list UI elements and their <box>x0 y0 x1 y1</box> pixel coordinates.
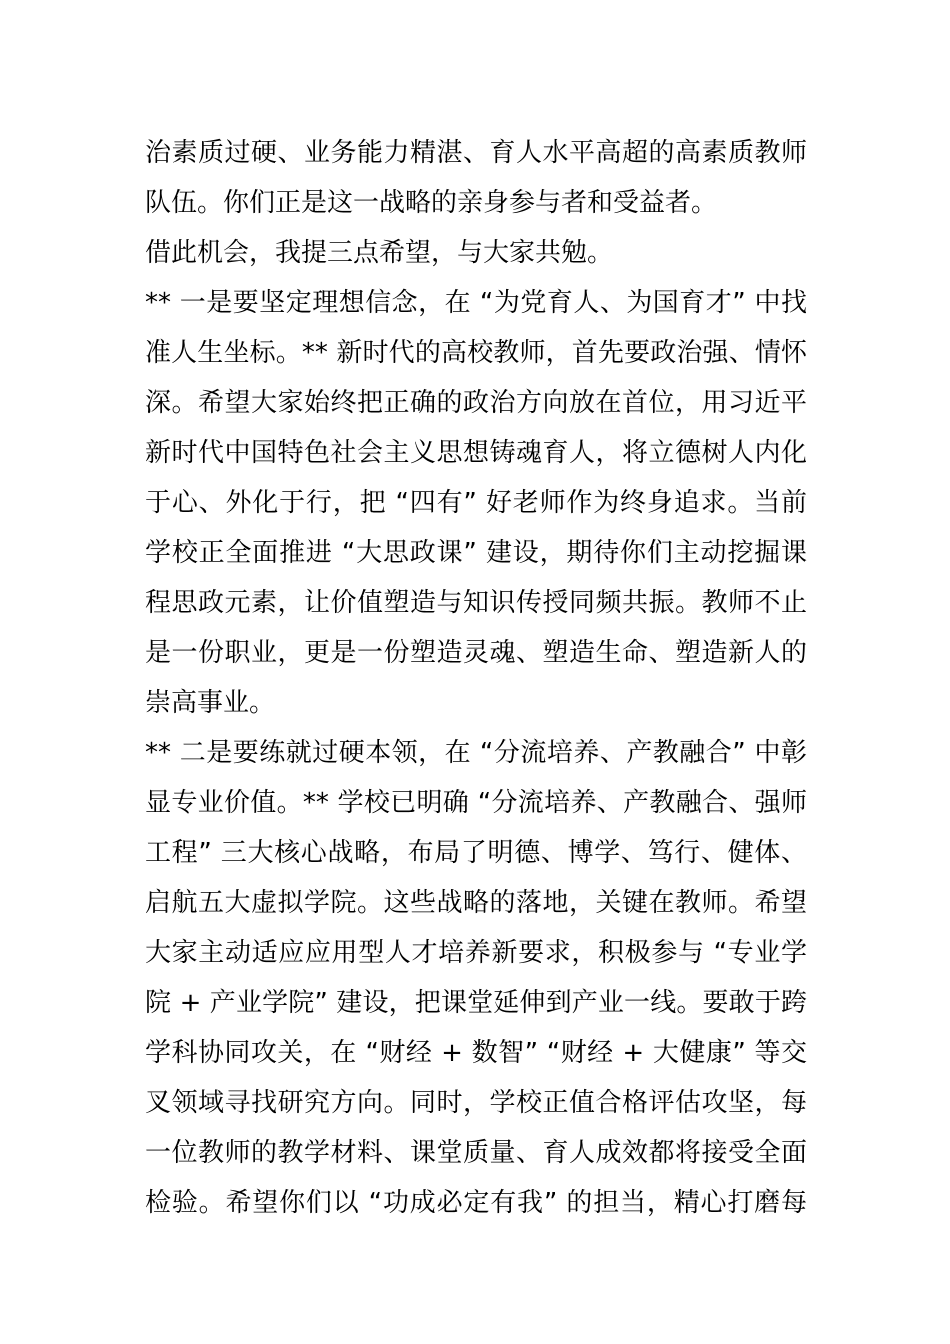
text-line: 于心、外化于行，把 “四有” 好老师作为终身追求。当前 <box>145 488 807 518</box>
text-line: 学校正全面推进 “大思政课” 建设，期待你们主动挖掘课 <box>145 538 807 568</box>
text-line: 借此机会，我提三点希望，与大家共勉。 <box>145 238 614 268</box>
text-line: 启航五大虚拟学院。这些战略的落地，关键在教师。希望 <box>145 888 807 918</box>
text-line: 叉领域寻找研究方向。同时，学校正值合格评估攻坚，每 <box>145 1088 807 1118</box>
text-line: 检验。希望你们以 “功成必定有我” 的担当，精心打磨每 <box>145 1188 807 1218</box>
text-line: 队伍。你们正是这一战略的亲身参与者和受益者。 <box>145 188 718 218</box>
text-line: 院 + 产业学院” 建设，把课堂延伸到产业一线。要敢于跨 <box>145 988 807 1018</box>
text-line: 工程” 三大核心战略，布局了明德、博学、笃行、健体、 <box>145 838 807 868</box>
text-line: 崇高事业。 <box>145 688 276 718</box>
text-line: 显专业价值。** 学校已明确 “分流培养、产教融合、强师 <box>145 788 807 818</box>
text-line: 深。希望大家始终把正确的政治方向放在首位，用习近平 <box>145 388 807 418</box>
text-line: 新时代中国特色社会主义思想铸魂育人，将立德树人内化 <box>145 438 807 468</box>
document-page <box>145 128 807 1228</box>
text-line: ** 一是要坚定理想信念，在 “为党育人、为国育才” 中找 <box>145 288 807 318</box>
text-line: 准人生坐标。** 新时代的高校教师，首先要政治强、情怀 <box>145 338 807 368</box>
text-line: 大家主动适应应用型人才培养新要求，积极参与 “专业学 <box>145 938 807 968</box>
text-line: 学科协同攻关，在 “财经 + 数智” “财经 + 大健康” 等交 <box>145 1038 807 1068</box>
text-line: ** 二是要练就过硬本领，在 “分流培养、产教融合” 中彰 <box>145 738 807 768</box>
text-line: 一位教师的教学材料、课堂质量、育人成效都将接受全面 <box>145 1138 807 1168</box>
text-line: 程思政元素，让价值塑造与知识传授同频共振。教师不止 <box>145 588 807 618</box>
text-line: 是一份职业，更是一份塑造灵魂、塑造生命、塑造新人的 <box>145 638 807 668</box>
text-line: 治素质过硬、业务能力精湛、育人水平高超的高素质教师 <box>145 138 807 168</box>
